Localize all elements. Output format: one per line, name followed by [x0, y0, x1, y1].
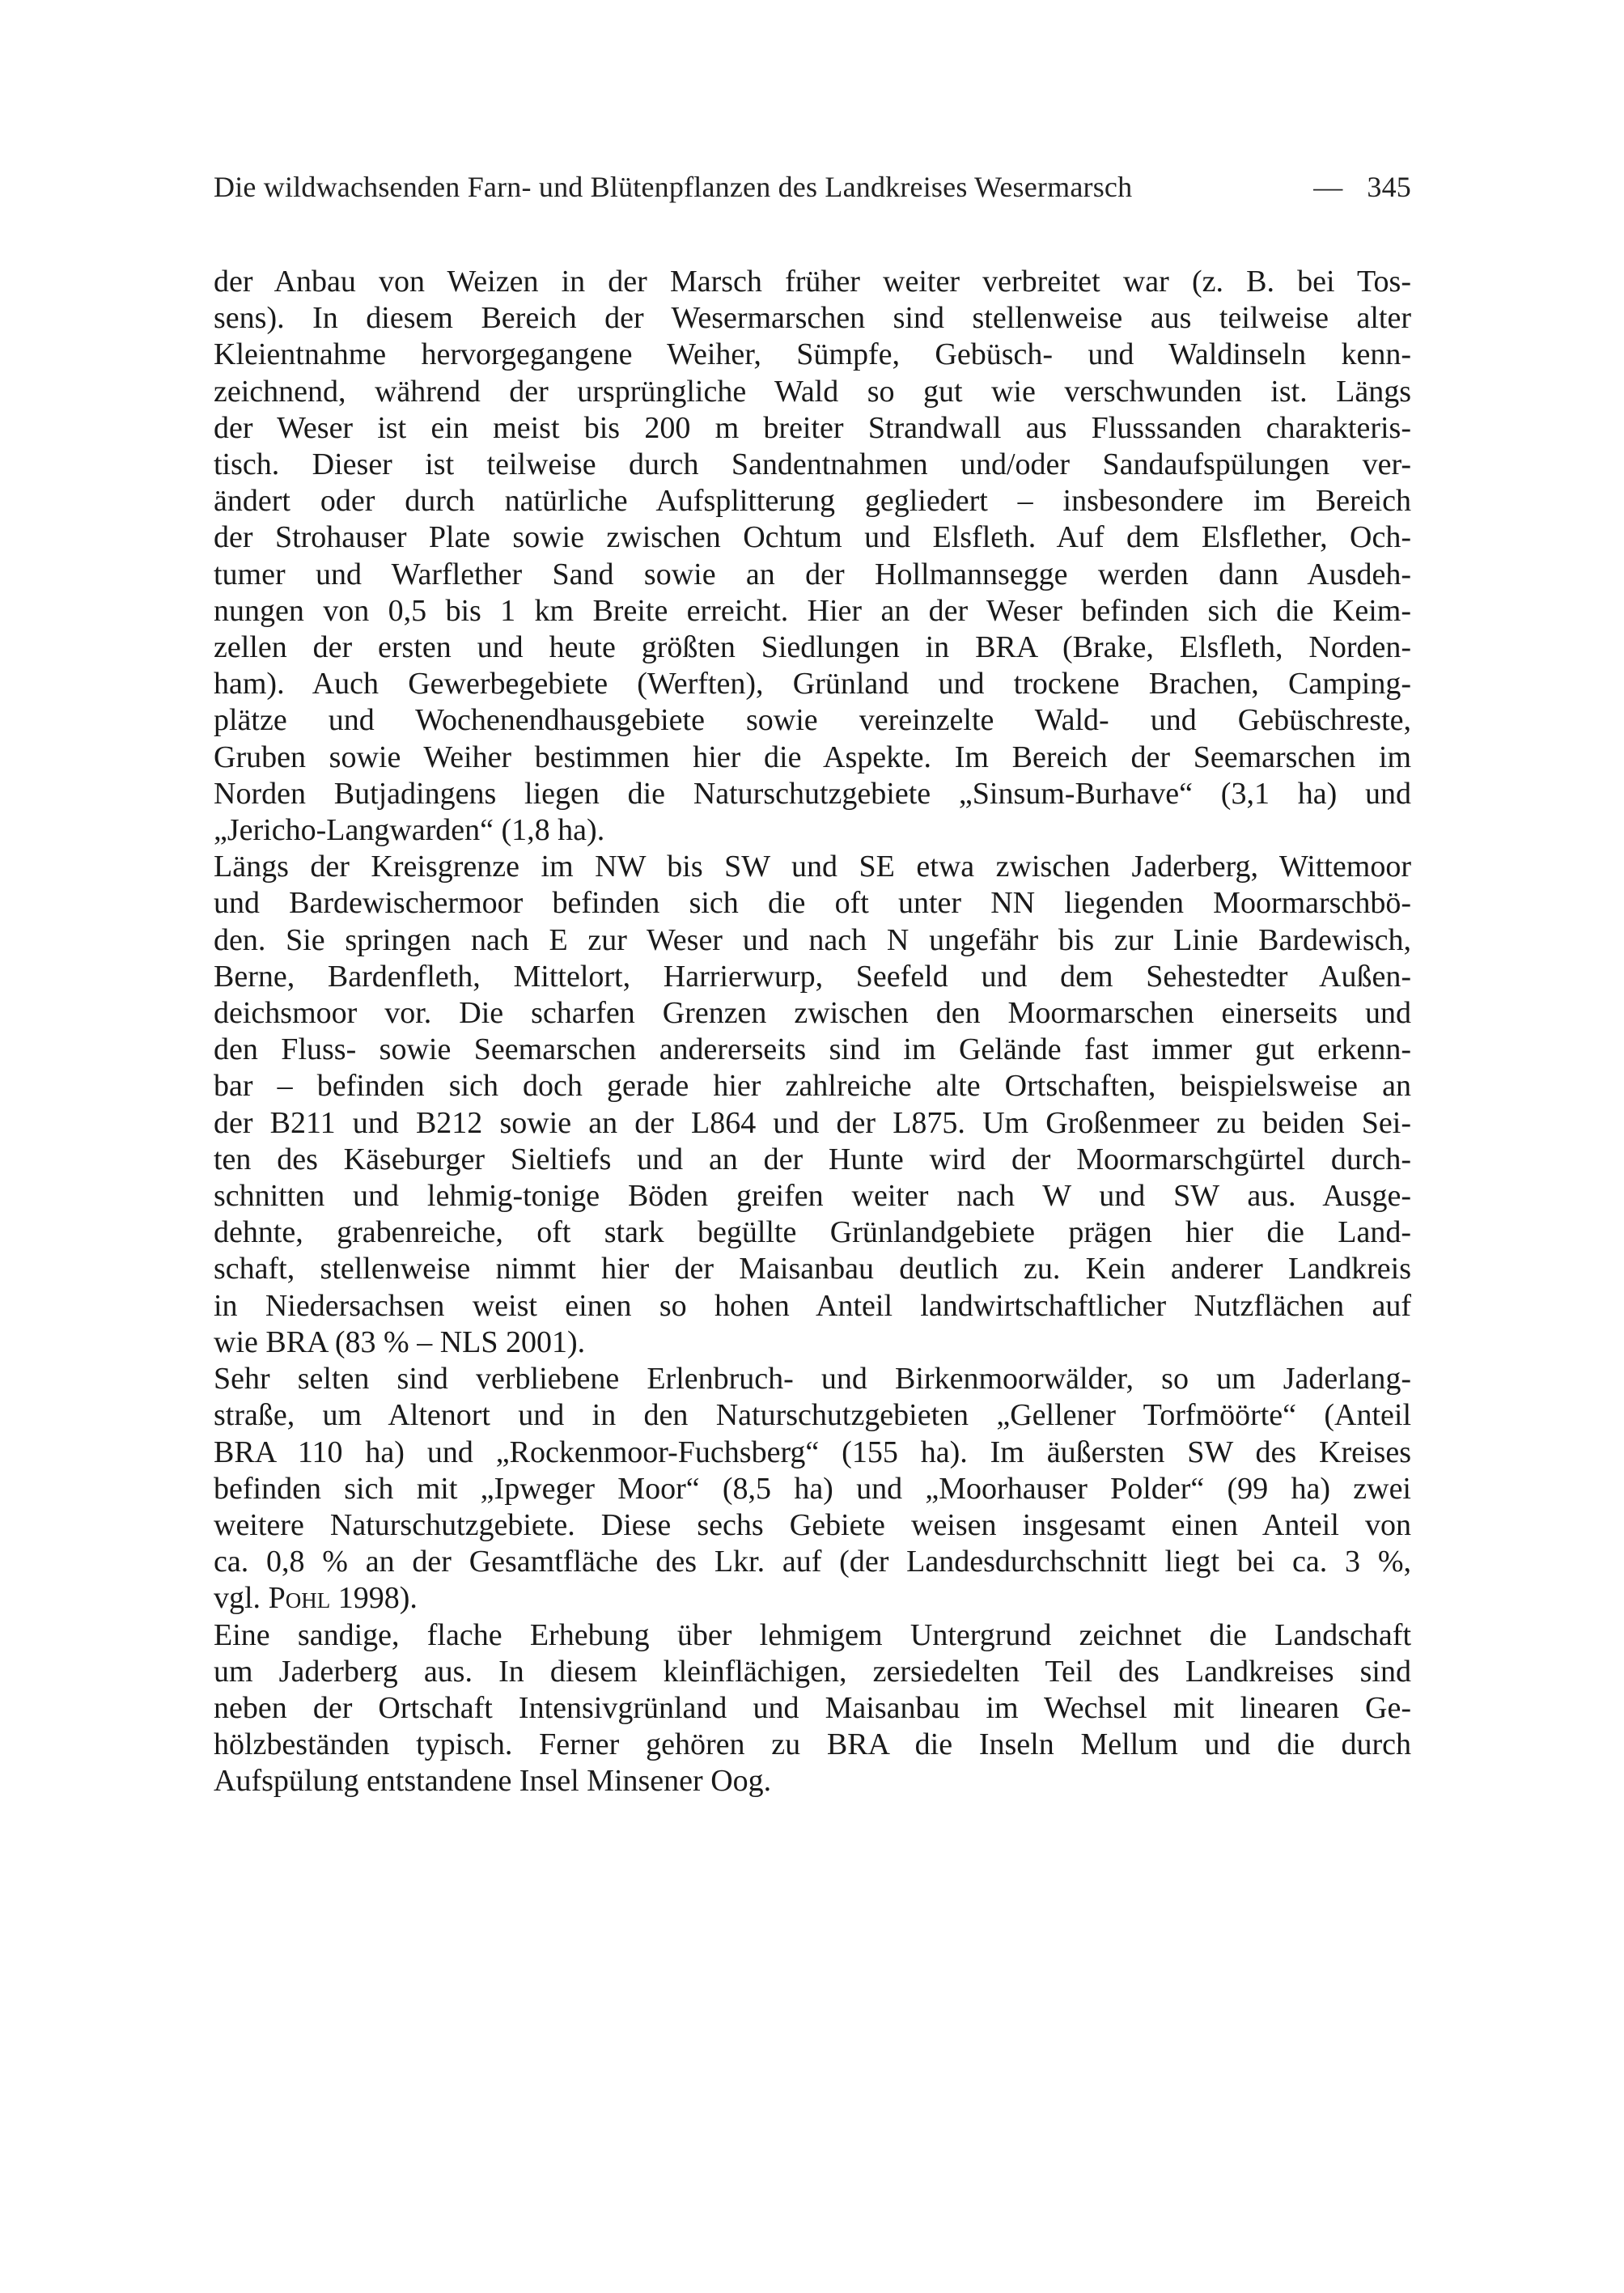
text-line: Aufspülung entstandene Insel Minsener Oog. [214, 1764, 772, 1799]
text-line: in Niedersachsen weist einen so hohen Anteil landwirtschaftlicher Nutzflächen auf [214, 1288, 1411, 1323]
citation-prefix: vgl. [214, 1581, 269, 1616]
text-line: bar – befinden sich doch gerade hier zahlreiche alte Ortschaften, beispielsweise an [214, 1069, 1411, 1104]
text-line: Längs der Kreisgrenze im NW bis SW und SE etwa zwischen Jaderberg, Wittemoor [214, 850, 1411, 884]
text-line: BRA 110 ha) und „Rockenmoor-Fuchsberg“ (155 ha). Im äußersten SW des Kreises [214, 1435, 1411, 1469]
text-line: ten des Käseburger Sieltiefs und an der Hunte wird der Moormarschgürtel durch- [214, 1142, 1411, 1176]
text-line: tumer und Warflether Sand sowie an der Hollmannsegge werden dann Ausdeh- [214, 557, 1411, 591]
text-line: den. Sie springen nach E zur Weser und nach N ungefähr bis zur Linie Bardewisch, [214, 922, 1411, 957]
running-header-right [1313, 167, 1411, 207]
citation-suffix: 1998). [330, 1581, 418, 1616]
text-line: dehnte, grabenreiche, oft stark begüllte Grünlandgebiete prägen hier die Land- [214, 1215, 1411, 1250]
text-line: befinden sich mit „Ipweger Moor“ (8,5 ha) und „Moorhauser Polder“ (99 ha) zwei [214, 1471, 1411, 1506]
text-line: neben der Ortschaft Intensivgrünland und Maisanbau im Wechsel mit linearen Ge- [214, 1690, 1411, 1725]
text-line: der Weser ist ein meist bis 200 m breiter Strandwall aus Flusssanden charakteris- [214, 410, 1411, 445]
text-line: hölzbeständen typisch. Ferner gehören zu BRA die Inseln Mellum und die durch [214, 1727, 1411, 1762]
text-line: Eine sandige, flache Erhebung über lehmigem Untergrund zeichnet die Landschaft [214, 1617, 1411, 1652]
running-header-dash: — [1313, 171, 1343, 203]
text-line: und Bardewischermoor befinden sich die oft unter NN liegenden Moormarschbö- [214, 886, 1411, 921]
paragraph-marsch-landscape [214, 264, 1411, 849]
text-line: ändert oder durch natürliche Aufsplitterung gegliedert – insbesondere im Bereich [214, 484, 1411, 519]
text-line: Berne, Bardenfleth, Mittelort, Harrierwurp, Seefeld und dem Sehestedter Außen- [214, 959, 1411, 994]
text-line: plätze und Wochenendhausgebiete sowie vereinzelte Wald- und Gebüschreste, [214, 703, 1411, 738]
text-line: deichsmoor vor. Die scharfen Grenzen zwischen den Moormarschen einerseits und [214, 996, 1411, 1031]
text-line: wie BRA (83 % – NLS 2001). [214, 1325, 586, 1359]
paragraph-moormarsch [214, 849, 1411, 1361]
text-line-citation [214, 1580, 1411, 1617]
text-line: den Fluss- sowie Seemarschen andererseits sind im Gelände fast immer gut erkenn- [214, 1032, 1411, 1067]
text-line: zeichnend, während der ursprüngliche Wald so gut wie verschwunden ist. Längs [214, 374, 1411, 409]
text-line: weitere Naturschutzgebiete. Diese sechs Gebiete weisen insgesamt einen Anteil von [214, 1507, 1411, 1542]
text-line: Sehr selten sind verbliebene Erlenbruch- und Birkenmoorwälder, so um Jaderlang- [214, 1362, 1411, 1397]
text-line: um Jaderberg aus. In diesem kleinflächigen, zersiedelten Teil des Landkreises sind [214, 1654, 1411, 1689]
text-line: schnitten und lehmig-tonige Böden greifen weiter nach W und SW aus. Ausge- [214, 1179, 1411, 1214]
text-line: sens). In diesem Bereich der Wesermarschen sind stellenweise aus teilweise alter [214, 301, 1411, 336]
text-line: der Anbau von Weizen in der Marsch früher weiter verbreitet war (z. B. bei Tos- [214, 265, 1411, 299]
text-line: „Jericho-Langwarden“ (1,8 ha). [214, 813, 605, 848]
running-header [214, 167, 1411, 207]
text-line: der B211 und B212 sowie an der L864 und der L875. Um Großenmeer zu beiden Sei- [214, 1105, 1411, 1140]
text-line: zellen der ersten und heute größten Siedlungen in BRA (Brake, Elsfleth, Norden- [214, 630, 1411, 665]
paragraph-bruchwaelder [214, 1361, 1411, 1617]
text-line: Norden Butjadingens liegen die Naturschutzgebiete „Sinsum-Burhave“ (3,1 ha) und [214, 776, 1411, 811]
body-text [214, 264, 1411, 1800]
running-header-title: Die wildwachsenden Farn- und Blütenpflanzen des Landkreises Wesermarsch [214, 171, 1133, 203]
citation-author: Pohl [268, 1581, 331, 1616]
page-number: 345 [1367, 171, 1411, 203]
text-line: nungen von 0,5 bis 1 km Breite erreicht. Hier an der Weser befinden sich die Keim- [214, 593, 1411, 628]
text-line: tisch. Dieser ist teilweise durch Sandentnahmen und/oder Sandaufspülungen ver- [214, 447, 1411, 482]
text-line: straße, um Altenort und in den Naturschutzgebieten „Gellener Torfmöörte“ (Anteil [214, 1398, 1411, 1433]
text-line: ham). Auch Gewerbegebiete (Werften), Grünland und trockene Brachen, Camping- [214, 667, 1411, 701]
paragraph-jaderberg [214, 1617, 1411, 1800]
text-line: schaft, stellenweise nimmt hier der Maisanbau deutlich zu. Kein anderer Landkreis [214, 1252, 1411, 1286]
text-line: Kleientnahme hervorgegangene Weiher, Sümpfe, Gebüsch- und Waldinseln kenn- [214, 337, 1411, 372]
text-line: der Strohauser Plate sowie zwischen Ochtum und Elsfleth. Auf dem Elsflether, Och- [214, 520, 1411, 555]
text-line: ca. 0,8 % an der Gesamtfläche des Lkr. auf (der Landesdurchschnitt liegt bei ca. 3 %, [214, 1545, 1411, 1579]
text-line: Gruben sowie Weiher bestimmen hier die Aspekte. Im Bereich der Seemarschen im [214, 740, 1411, 774]
